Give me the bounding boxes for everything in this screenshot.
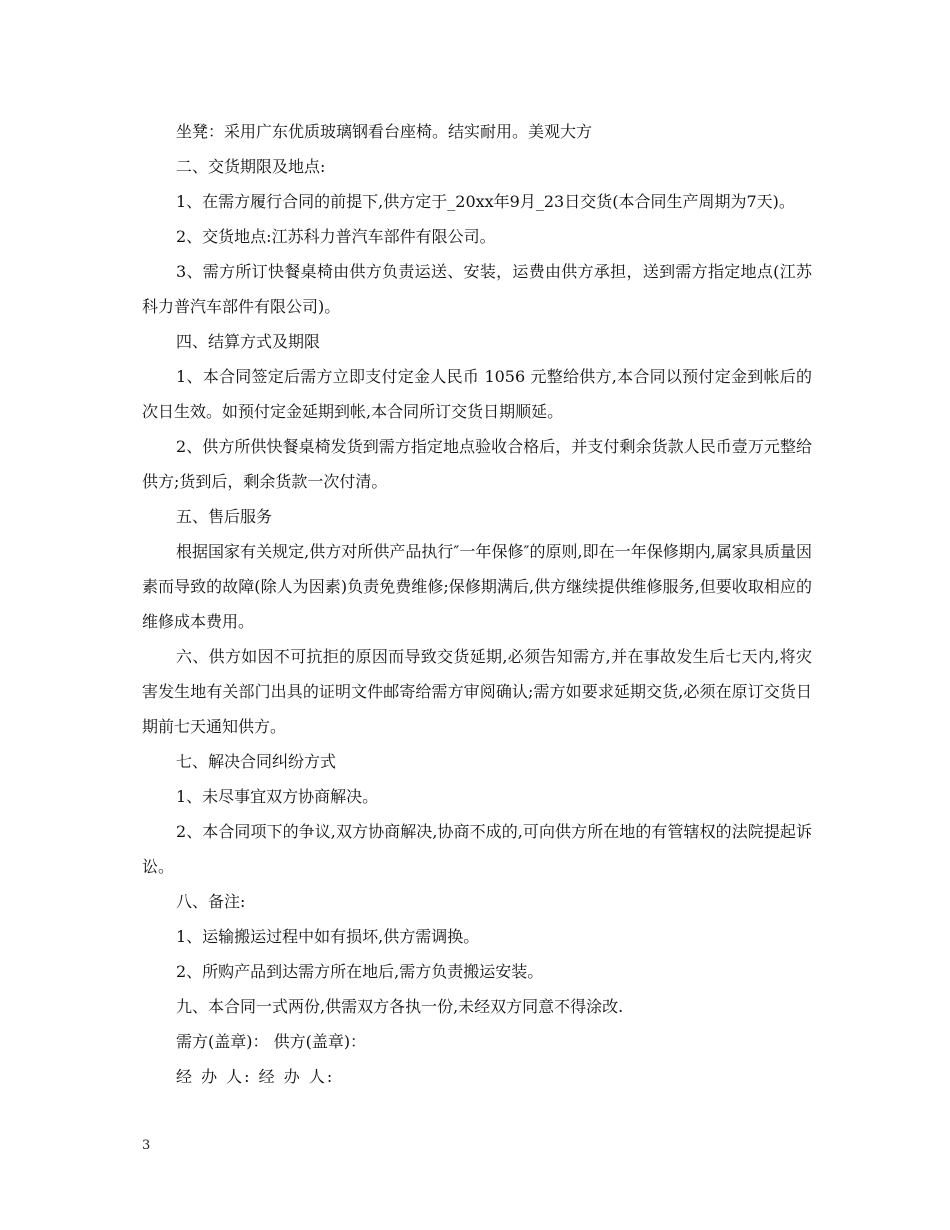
paragraph-force-majeure: 六、供方如因不可抗拒的原因而导致交货延期,必须告知需方,并在事故发生后七天内,将灾害发生地有关部门出具的证明文件邮寄给需方审阅确认;需方如要求延期交货,必须在原订交货日期前七天通知供方。 [142,647,812,736]
signature-seal-line: 需方(盖章)： 供方(盖章)： [176,1032,367,1051]
section-heading-after-sales: 五、售后服务 [176,507,273,526]
paragraph-litigation: 2、本合同项下的争议,双方协商解决,协商不成的,可向供方所在地的有管辖权的法院提起诉讼。 [142,822,812,876]
paragraph-warranty: 根据国家有关规定,供方对所供产品执行″一年保修″的原则,即在一年保修期内,属家具质量因素而导致的故障(除人为因素)负责免费维修;保修期满后,供方继续提供维修服务,但要收取相应的维修成本费用。 [142,542,812,631]
section-heading-delivery: 二、交货期限及地点: [176,157,326,176]
paragraph-copies: 九、本合同一式两份,供需双方各执一份,未经双方同意不得涂改. [176,997,624,1016]
paragraph-transport-installation: 3、需方所订快餐桌椅由供方负责运送、安装，运费由供方承担，送到需方指定地点(江苏科力普汽车部件有限公司)。 [142,262,812,316]
section-heading-settlement: 四、结算方式及期限 [176,332,321,351]
signature-agent-line: 经 办 人: 经 办 人: [176,1067,335,1086]
paragraph-seat-description: 坐凳：采用广东优质玻璃钢看台座椅。结实耐用。美观大方 [176,122,593,141]
section-heading-disputes: 七、解决合同纠纷方式 [176,752,337,771]
document-body [142,114,812,1094]
paragraph-deposit: 1、本合同签定后需方立即支付定金人民币 1056 元整给供方,本合同以预付定金到帐后的次日生效。如预付定金延期到帐,本合同所订交货日期顺延。 [142,367,812,421]
paragraph-damage-replacement: 1、运输搬运过程中如有损坏,供方需调换。 [176,927,480,946]
section-heading-notes: 八、备注: [176,892,246,911]
paragraph-delivery-date: 1、在需方履行合同的前提下,供方定于_20xx年9月_23日交货(本合同生产周期为7天)。 [176,192,795,211]
paragraph-handling-installation: 2、所购产品到达需方所在地后,需方负责搬运安装。 [176,962,544,981]
paragraph-remaining-payment: 2、供方所供快餐桌椅发货到需方指定地点验收合格后，并支付剩余货款人民币壹万元整给供方;货到后，剩余货款一次付清。 [142,437,812,491]
paragraph-negotiation: 1、未尽事宜双方协商解决。 [176,787,379,806]
page-number: 3 [142,1138,151,1153]
paragraph-delivery-location: 2、交货地点:江苏科力普汽车部件有限公司。 [176,227,496,246]
